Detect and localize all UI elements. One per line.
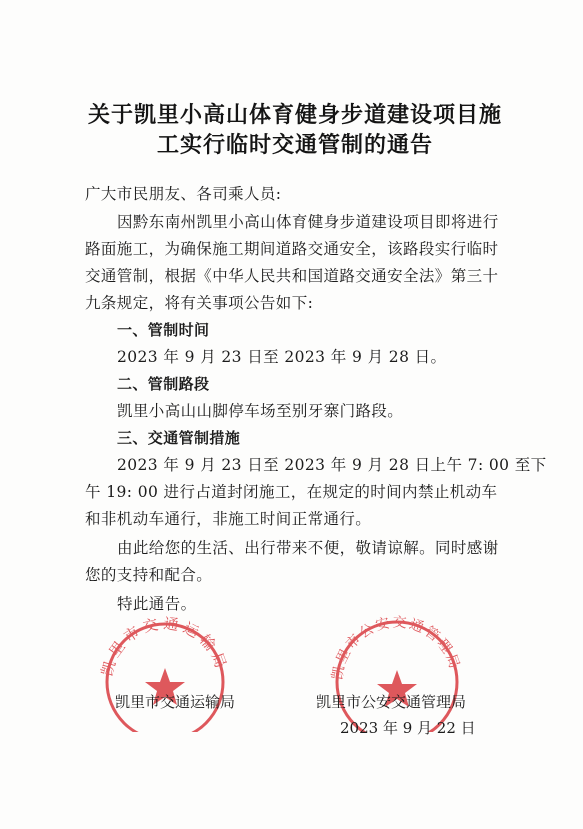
closing-line-2: 您的支持和配合。: [85, 566, 213, 584]
seal-right-stamp: [322, 612, 472, 732]
section-text-road: 凯里小高山山脚停车场至别牙寨门路段。: [117, 402, 404, 420]
section-text-measures-1: 2023 年 9 月 23 日至 2023 年 9 月 28 日上午 7: 00 至下: [117, 456, 547, 474]
notice-end: 特此通告。: [117, 595, 197, 613]
intro-line-4: 九条规定，将有关事项公告如下:: [85, 294, 314, 312]
seal-left-text: 凯里市交通运输局: [97, 614, 232, 678]
document-title-line-1: 关于凯里小高山体育健身步道建设项目施: [87, 102, 502, 128]
section-text-measures-2: 午 19: 00 进行占道封闭施工，在规定的时间内禁止机动车: [85, 483, 498, 501]
section-heading-time: 一、管制时间: [117, 321, 210, 339]
intro-line-1: 因黔东南州凯里小高山体育健身步道建设项目即将进行: [117, 213, 499, 231]
section-text-measures-3: 和非机动车通行，非施工时间正常通行。: [85, 510, 372, 528]
svg-text:凯里市交通运输局: [98, 614, 231, 678]
intro-line-3: 交通管制，根据《中华人民共和国道路交通安全法》第三十: [85, 267, 499, 285]
issuer-left: 凯里市交通运输局: [115, 693, 236, 711]
section-text-time: 2023 年 9 月 23 日至 2023 年 9 月 28 日。: [117, 348, 447, 366]
section-heading-road: 二、管制路段: [117, 375, 210, 393]
document-title-line-2: 工实行临时交通管制的通告: [156, 132, 433, 158]
salutation: 广大市民朋友、各司乘人员:: [85, 185, 282, 203]
intro-line-2: 路面施工，为确保施工期间道路交通安全，该路段实行临时: [85, 240, 499, 258]
closing-line-1: 由此给您的生活、出行带来不便，敬请谅解。同时感谢: [117, 539, 499, 557]
seal-left-stamp: [90, 612, 240, 732]
section-heading-measures: 三、交通管制措施: [117, 429, 241, 447]
issuer-right: 凯里市公安交通管理局: [316, 693, 467, 711]
issue-date: 2023 年 9 月 22 日: [340, 719, 476, 737]
seal-right-text: 凯里市公安交通管理局: [329, 614, 463, 681]
